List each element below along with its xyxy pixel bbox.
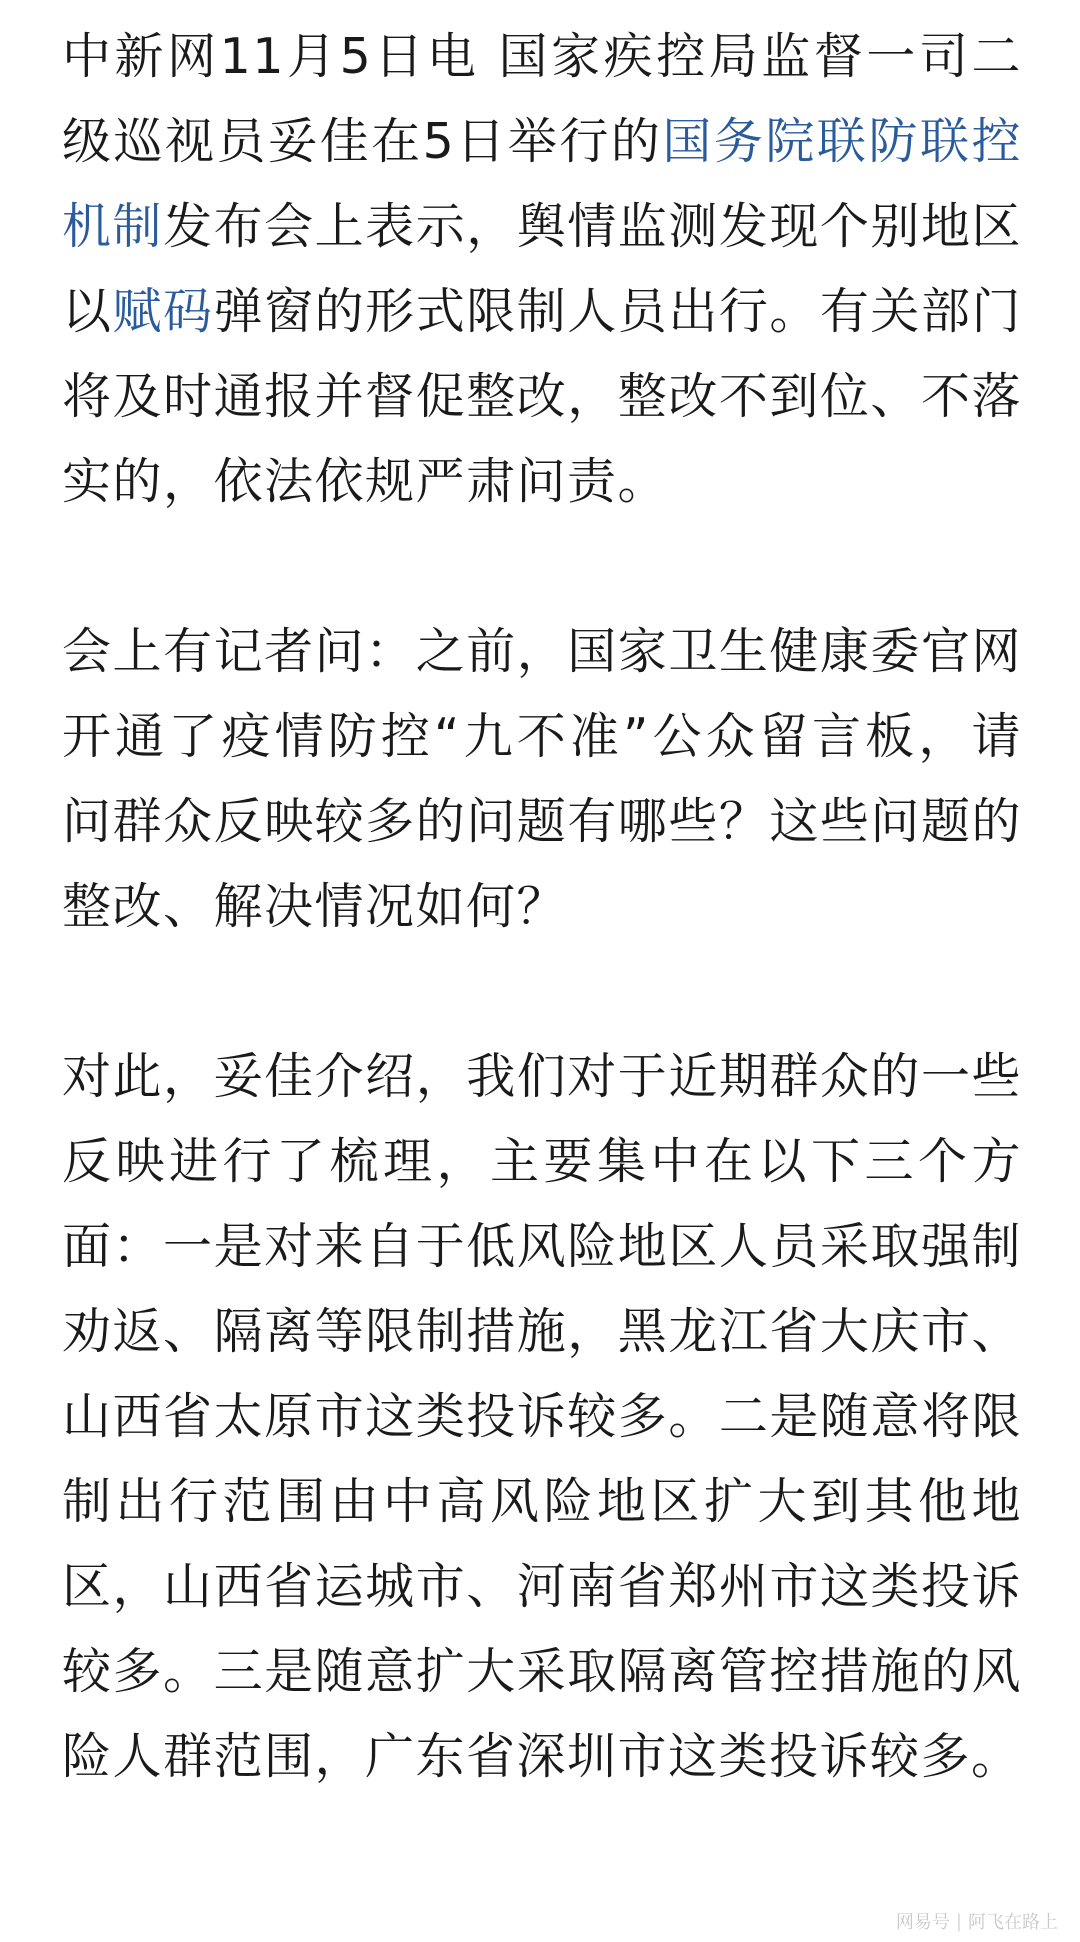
- paragraph-1-text-c: 弹窗的形式限制人员出行。有关部门将及时通报并督促整改，整改不到位、不落实的，依法依规严肃问责。: [62, 283, 1022, 510]
- paragraph-2: 会上有记者问：之前，国家卫生健康委官网开通了疫情防控“九不准”公众留言板，请问群众反映较多的问题有哪些？这些问题的整改、解决情况如何？: [62, 623, 1022, 935]
- watermark-separator: |: [955, 1910, 962, 1932]
- paragraph-1: [62, 14, 1022, 524]
- article-body: [62, 14, 1022, 1799]
- watermark-platform: 网易号: [895, 1912, 950, 1933]
- paragraph-1-text-a: 中新网11月5日电 国家疾控局监督一司二级巡视员妥佳在5日举行的: [62, 28, 1022, 170]
- paragraph-1-text-b: 发布会上表示，舆情监测发现个别地区以: [62, 198, 1022, 340]
- link-code-assignment[interactable]: 赋码: [112, 283, 214, 340]
- watermark: [896, 1908, 1058, 1934]
- watermark-author: 阿飞在路上: [968, 1912, 1058, 1933]
- paragraph-3: 对此，妥佳介绍，我们对于近期群众的一些反映进行了梳理，主要集中在以下三个方面：一是对来自于低风险地区人员采取强制劝返、隔离等限制措施，黑龙江省大庆市、山西省太原市这类投诉较多。二是随意将限制出行范围由中高风险地区扩大到其他地区，山西省运城市、河南省郑州市这类投诉较多。三是随意扩大采取隔离管控措施的风险人群范围，广东省深圳市这类投诉较多。: [62, 1048, 1022, 1785]
- link-state-council-mechanism[interactable]: 国务院联防联控机制: [62, 113, 1022, 255]
